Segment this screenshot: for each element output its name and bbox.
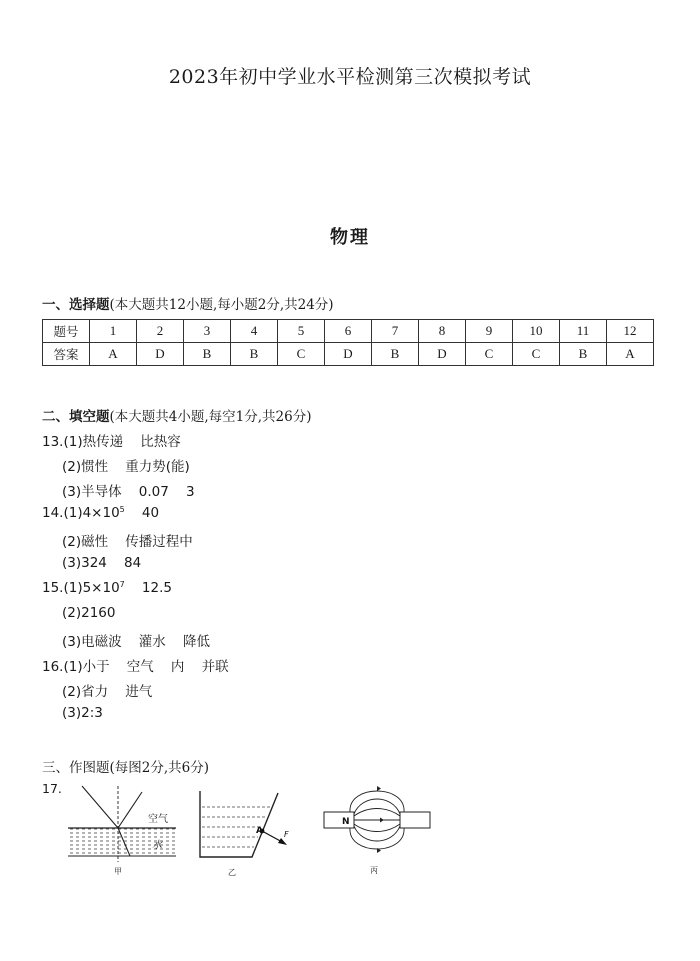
question-number: 3 <box>184 320 231 343</box>
q15-part1-exp: 7 <box>119 580 125 589</box>
q15-part2: (2)2160 <box>62 605 116 621</box>
answer-cell: C <box>513 343 560 366</box>
pole-n-label: N <box>342 817 350 827</box>
force-arrowhead <box>278 838 287 845</box>
question-number: 4 <box>231 320 278 343</box>
question-number: 9 <box>466 320 513 343</box>
section1-title: 一、选择题 <box>42 297 110 313</box>
answer-cell: B <box>560 343 607 366</box>
section3-title: 三、作图题(每图2分,共6分) <box>42 760 210 776</box>
q14-part1-exp: 5 <box>119 505 125 514</box>
q14-part3: (3)324 84 <box>62 555 142 571</box>
question-number: 8 <box>419 320 466 343</box>
section2-heading <box>42 405 311 425</box>
q15-part1 <box>42 580 172 596</box>
q15-part1-pre: 15.(1)5×10 <box>42 580 120 596</box>
answer-cell: B <box>184 343 231 366</box>
question-number: 5 <box>278 320 325 343</box>
question-number: 12 <box>607 320 654 343</box>
subject-title: 物理 <box>330 227 370 248</box>
q14-part1 <box>42 505 159 521</box>
question-number: 7 <box>372 320 419 343</box>
row-label-answer: 答案 <box>43 343 90 366</box>
question-number: 10 <box>513 320 560 343</box>
answer-cell: D <box>137 343 184 366</box>
answer-table <box>42 319 654 366</box>
figure-bing <box>320 780 435 880</box>
q16-part3: (3)2:3 <box>62 705 103 721</box>
q13-part2: (2)惯性 重力势(能) <box>62 459 190 475</box>
field-arrow <box>377 786 381 791</box>
table-row-answers <box>43 343 654 366</box>
answer-cell: C <box>278 343 325 366</box>
caption-bing: 丙 <box>370 866 378 875</box>
section1-note: (本大题共12小题,每小题2分,共24分) <box>109 297 334 313</box>
row-label-number: 题号 <box>43 320 90 343</box>
section2-title: 二、填空题 <box>42 409 110 425</box>
reflected-ray <box>118 792 142 828</box>
q16-part2: (2)省力 进气 <box>62 684 153 700</box>
force-label: F <box>284 830 289 839</box>
section1-heading <box>42 293 334 313</box>
question-number: 2 <box>137 320 184 343</box>
magnet-right <box>400 812 430 828</box>
question-number: 11 <box>560 320 607 343</box>
caption-jia: 甲 <box>114 867 122 876</box>
q15-part1-post: 12.5 <box>124 580 172 596</box>
incident-ray <box>82 786 118 828</box>
q13-part3: (3)半导体 0.07 3 <box>62 484 195 500</box>
field-line <box>354 809 400 817</box>
answer-cell: D <box>325 343 372 366</box>
answer-cell: C <box>466 343 513 366</box>
q14-part1-post: 40 <box>124 505 160 521</box>
field-line <box>354 824 400 832</box>
q17-label: 17. <box>42 781 62 796</box>
answer-cell: B <box>231 343 278 366</box>
exam-title: 2023年初中学业水平检测第三次模拟考试 <box>168 66 532 88</box>
figure-yi <box>192 785 302 880</box>
table-row-numbers <box>43 320 654 343</box>
answer-cell: D <box>419 343 466 366</box>
section2-note: (本大题共4小题,每空1分,共26分) <box>109 409 312 425</box>
caption-yi: 乙 <box>228 868 236 877</box>
figure-jia <box>64 780 184 880</box>
water-label: 水 <box>152 840 162 851</box>
answer-cell: A <box>90 343 137 366</box>
q16-part1: 16.(1)小于 空气 内 并联 <box>42 659 229 675</box>
point-a-label: A <box>256 826 263 836</box>
q14-part2: (2)磁性 传播过程中 <box>62 534 193 550</box>
q13-part1: 13.(1)热传递 比热容 <box>42 434 181 450</box>
question-number: 6 <box>325 320 372 343</box>
answer-cell: A <box>607 343 654 366</box>
q15-part3: (3)电磁波 灌水 降低 <box>62 634 210 650</box>
field-arrow <box>380 818 384 823</box>
q14-part1-pre: 14.(1)4×10 <box>42 505 120 521</box>
air-label: 空气 <box>148 814 168 825</box>
question-number: 1 <box>90 320 137 343</box>
answer-cell: B <box>372 343 419 366</box>
